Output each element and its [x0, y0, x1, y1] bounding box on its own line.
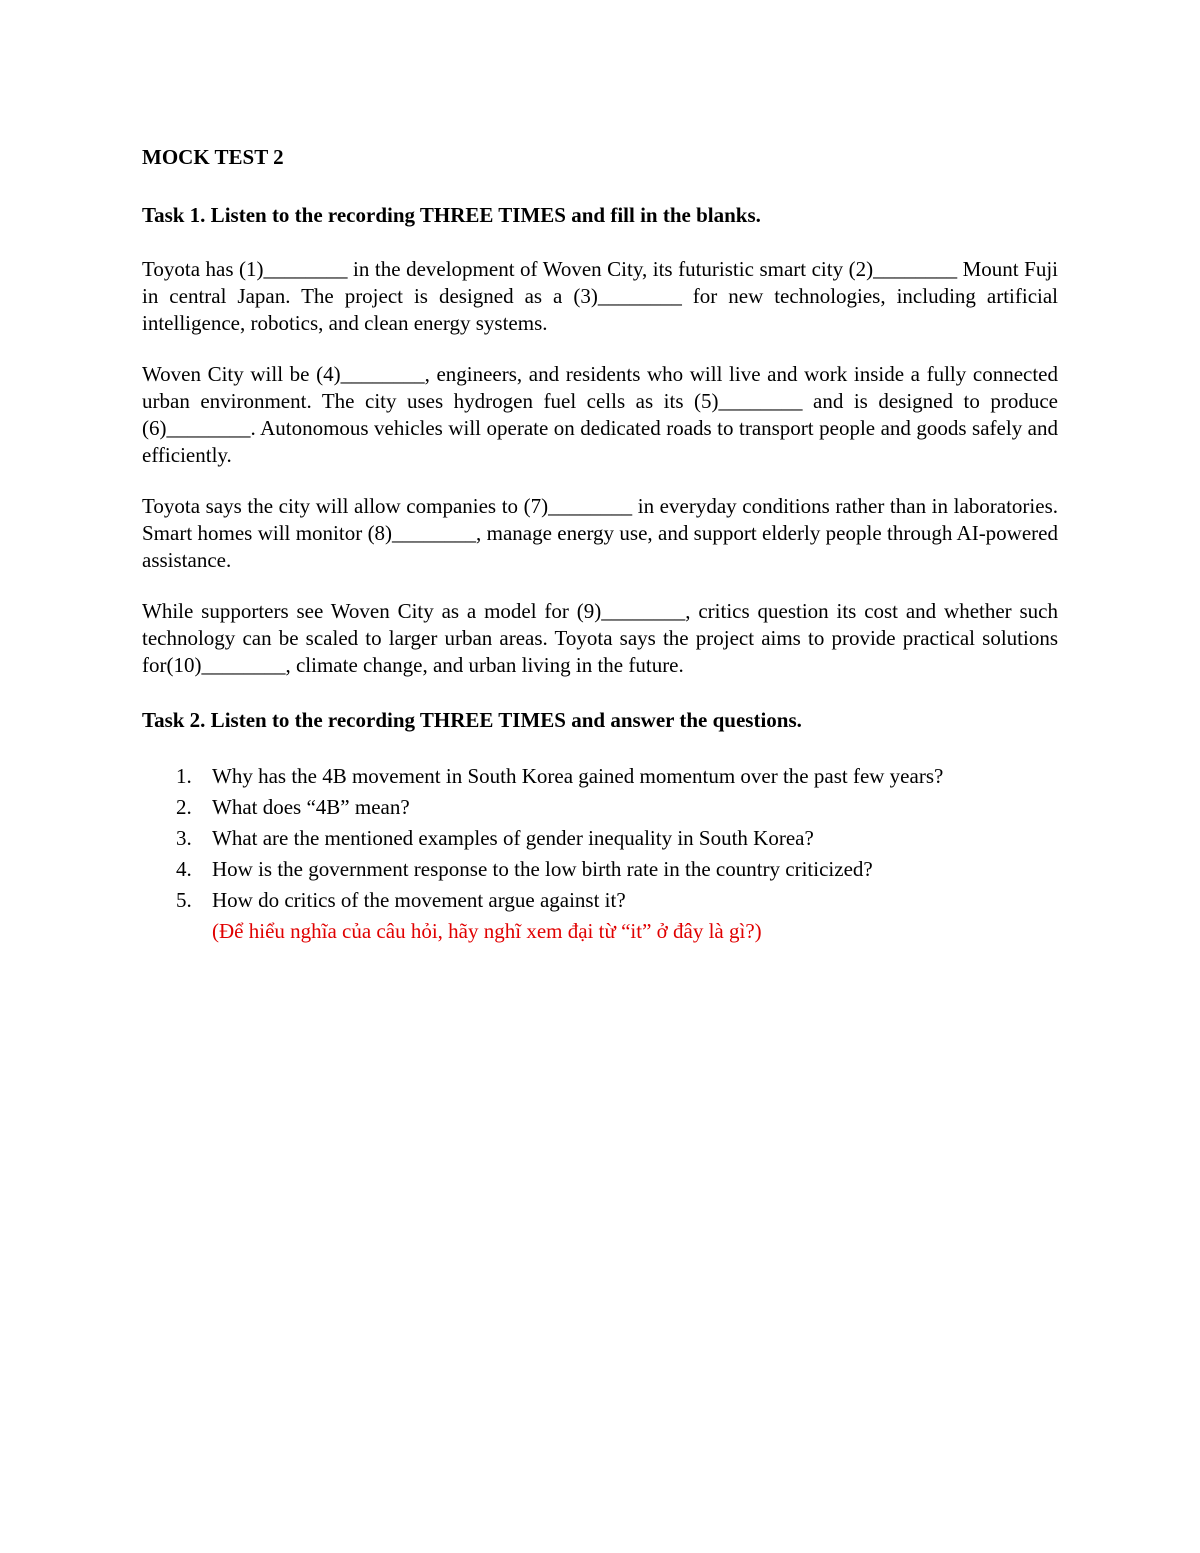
- question-text: What does “4B” mean?: [212, 795, 410, 819]
- question-text: Why has the 4B movement in South Korea gained momentum over the past few years?: [212, 764, 944, 788]
- question-item: [142, 792, 1058, 823]
- question-list: [142, 761, 1058, 947]
- task1-paragraph-3: Toyota says the city will allow companies to (7)________ in everyday conditions rather than in laboratories. Smart homes will monitor (8)________, manage energy use, and support elderly people through AI-powered assistance.: [142, 494, 1058, 572]
- task2-heading: Task 2. Listen to the recording THREE TIMES and answer the questions.: [142, 708, 802, 732]
- document-page: [142, 140, 1058, 947]
- document-title: MOCK TEST 2: [142, 145, 284, 169]
- question-number: 2.: [176, 795, 192, 819]
- task1-paragraph-2: Woven City will be (4)________, engineers, and residents who will live and work inside a fully connected urban environment. The city uses hydrogen fuel cells as its (5)________ and is designed to produce (6)________. Autonomous vehicles will operate on dedicated roads to transport people and goods safely and efficiently.: [142, 362, 1058, 467]
- question-text-with-note: [212, 885, 1058, 947]
- task1-paragraph-1: Toyota has (1)________ in the development of Woven City, its futuristic smart city (2)________ Mount Fuji in central Japan. The project is designed as a (3)________ for new technologies, including artificial intelligence, robotics, and clean energy systems.: [142, 257, 1058, 335]
- question-item: [142, 885, 1058, 947]
- question-number: 3.: [176, 826, 192, 850]
- question-item: [142, 823, 1058, 854]
- task1-paragraph-4: While supporters see Woven City as a model for (9)________, critics question its cost and whether such technology can be scaled to larger urban areas. Toyota says the project aims to provide practical solutions for(10)________, climate change, and urban living in the future.: [142, 599, 1058, 677]
- question-number: 4.: [176, 857, 192, 881]
- question-number: 1.: [176, 764, 192, 788]
- question-hint-note: (Để hiểu nghĩa của câu hỏi, hãy nghĩ xem đại từ “it” ở đây là gì?): [212, 919, 762, 943]
- question-text: How do critics of the movement argue against it?: [212, 888, 626, 912]
- task1-heading: Task 1. Listen to the recording THREE TIMES and fill in the blanks.: [142, 203, 761, 227]
- question-item: [142, 761, 1058, 792]
- question-text: What are the mentioned examples of gender inequality in South Korea?: [212, 826, 814, 850]
- question-text: How is the government response to the low birth rate in the country criticized?: [212, 857, 873, 881]
- question-item: [142, 854, 1058, 885]
- question-number: 5.: [176, 888, 192, 912]
